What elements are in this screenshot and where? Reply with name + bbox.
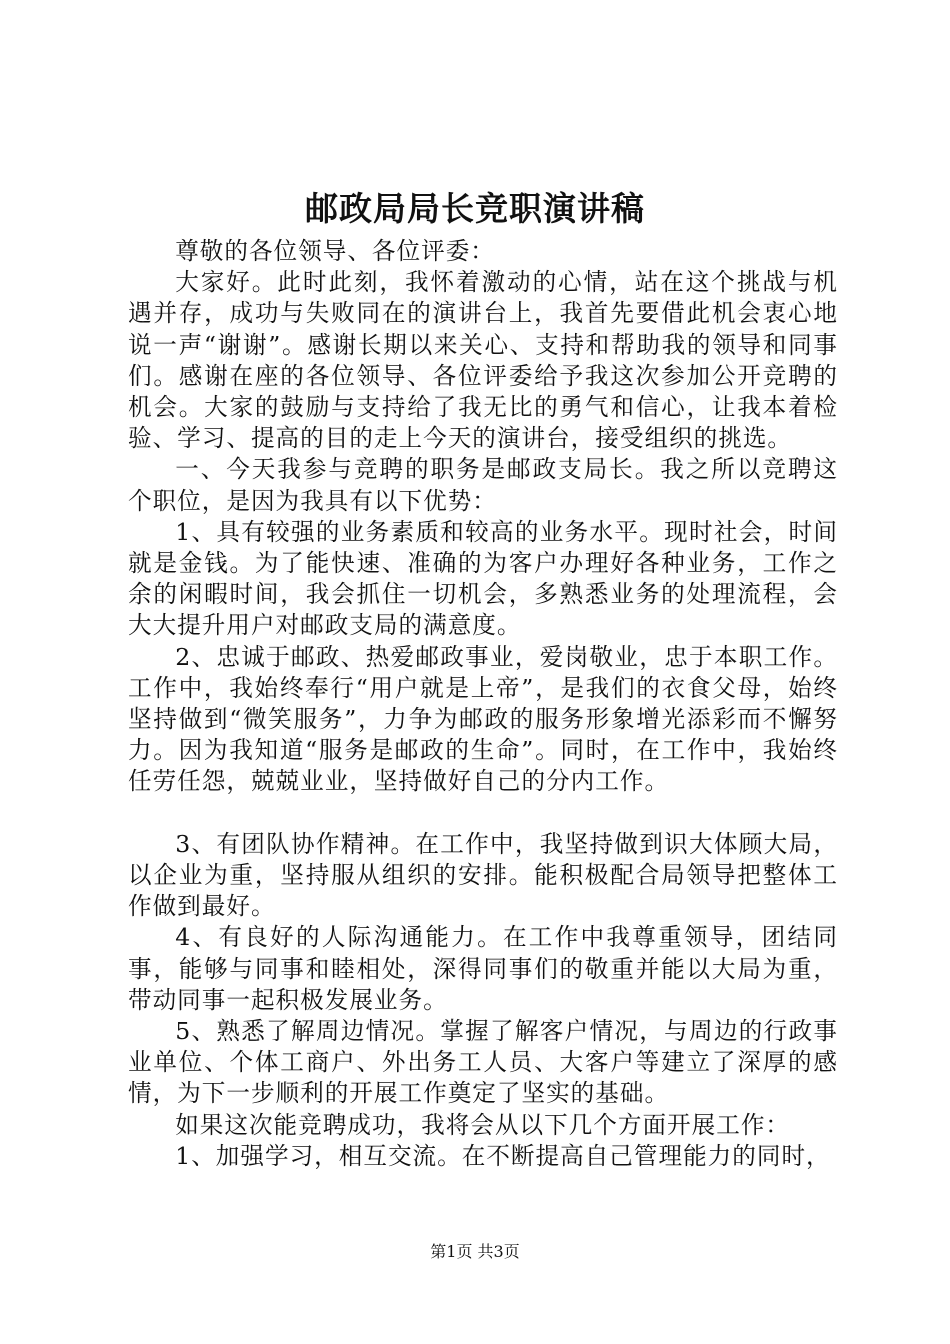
page-number-footer: 第1页 共3页 bbox=[430, 1242, 520, 1261]
document-body bbox=[128, 236, 838, 1172]
advantage-two-paragraph: 2、忠诚于邮政、热爱邮政事业，爱岗敬业，忠于本职工作。工作中，我始终奉行“用户就是上帝”，是我们的衣食父母，始终坚持做到“微笑服务”，力争为邮政的服务形象增光添彩而不懈努力。因为我知道“服务是邮政的生命”。同时，在工作中，我始终任劳任怨，兢兢业业，坚持做好自己的分内工作。 bbox=[128, 642, 838, 796]
document-title: 邮政局局长竞职演讲稿 bbox=[305, 189, 645, 228]
salutation-paragraph: 尊敬的各位领导、各位评委： bbox=[175, 237, 495, 265]
section-one-paragraph: 一、今天我参与竞聘的职务是邮政支局长。我之所以竞聘这个职位，是因为我具有以下优势： bbox=[128, 455, 838, 515]
advantage-three-paragraph: 3、有团队协作精神。在工作中，我坚持做到识大体顾大局，以企业为重，坚持服从组织的安排。能积极配合局领导把整体工作做到最好。 bbox=[128, 829, 838, 921]
plan-one-paragraph: 1、加强学习，相互交流。在不断提高自己管理能力的同时， bbox=[175, 1141, 831, 1170]
advantage-one-paragraph: 1、具有较强的业务素质和较高的业务水平。现时社会，时间就是金钱。为了能快速、准确的为客户办理好各种业务，工作之余的闲暇时间，我会抓住一切机会，多熟悉业务的处理流程，会大大提升用户对邮政支局的满意度。 bbox=[128, 517, 838, 640]
opening-paragraph: 大家好。此时此刻，我怀着激动的心情，站在这个挑战与机遇并存，成功与失败同在的演讲台上，我首先要借此机会衷心地说一声“谢谢”。感谢长期以来关心、支持和帮助我的领导和同事们。感谢在座的各位领导、各位评委给予我这次参加公开竞聘的机会。大家的鼓励与支持给了我无比的勇气和信心，让我本着检验、学习、提高的目的走上今天的演讲台，接受组织的挑选。 bbox=[128, 268, 838, 453]
blank-line bbox=[128, 798, 838, 829]
plan-intro-paragraph: 如果这次能竞聘成功，我将会从以下几个方面开展工作： bbox=[175, 1110, 791, 1139]
advantage-four-paragraph: 4、有良好的人际沟通能力。在工作中我尊重领导，团结同事，能够与同事和睦相处，深得同事们的敬重并能以大局为重，带动同事一起积极发展业务。 bbox=[128, 923, 838, 1014]
advantage-five-paragraph: 5、熟悉了解周边情况。掌握了解客户情况，与周边的行政事业单位、个体工商户、外出务工人员、大客户等建立了深厚的感情，为下一步顺利的开展工作奠定了坚实的基础。 bbox=[128, 1017, 838, 1108]
